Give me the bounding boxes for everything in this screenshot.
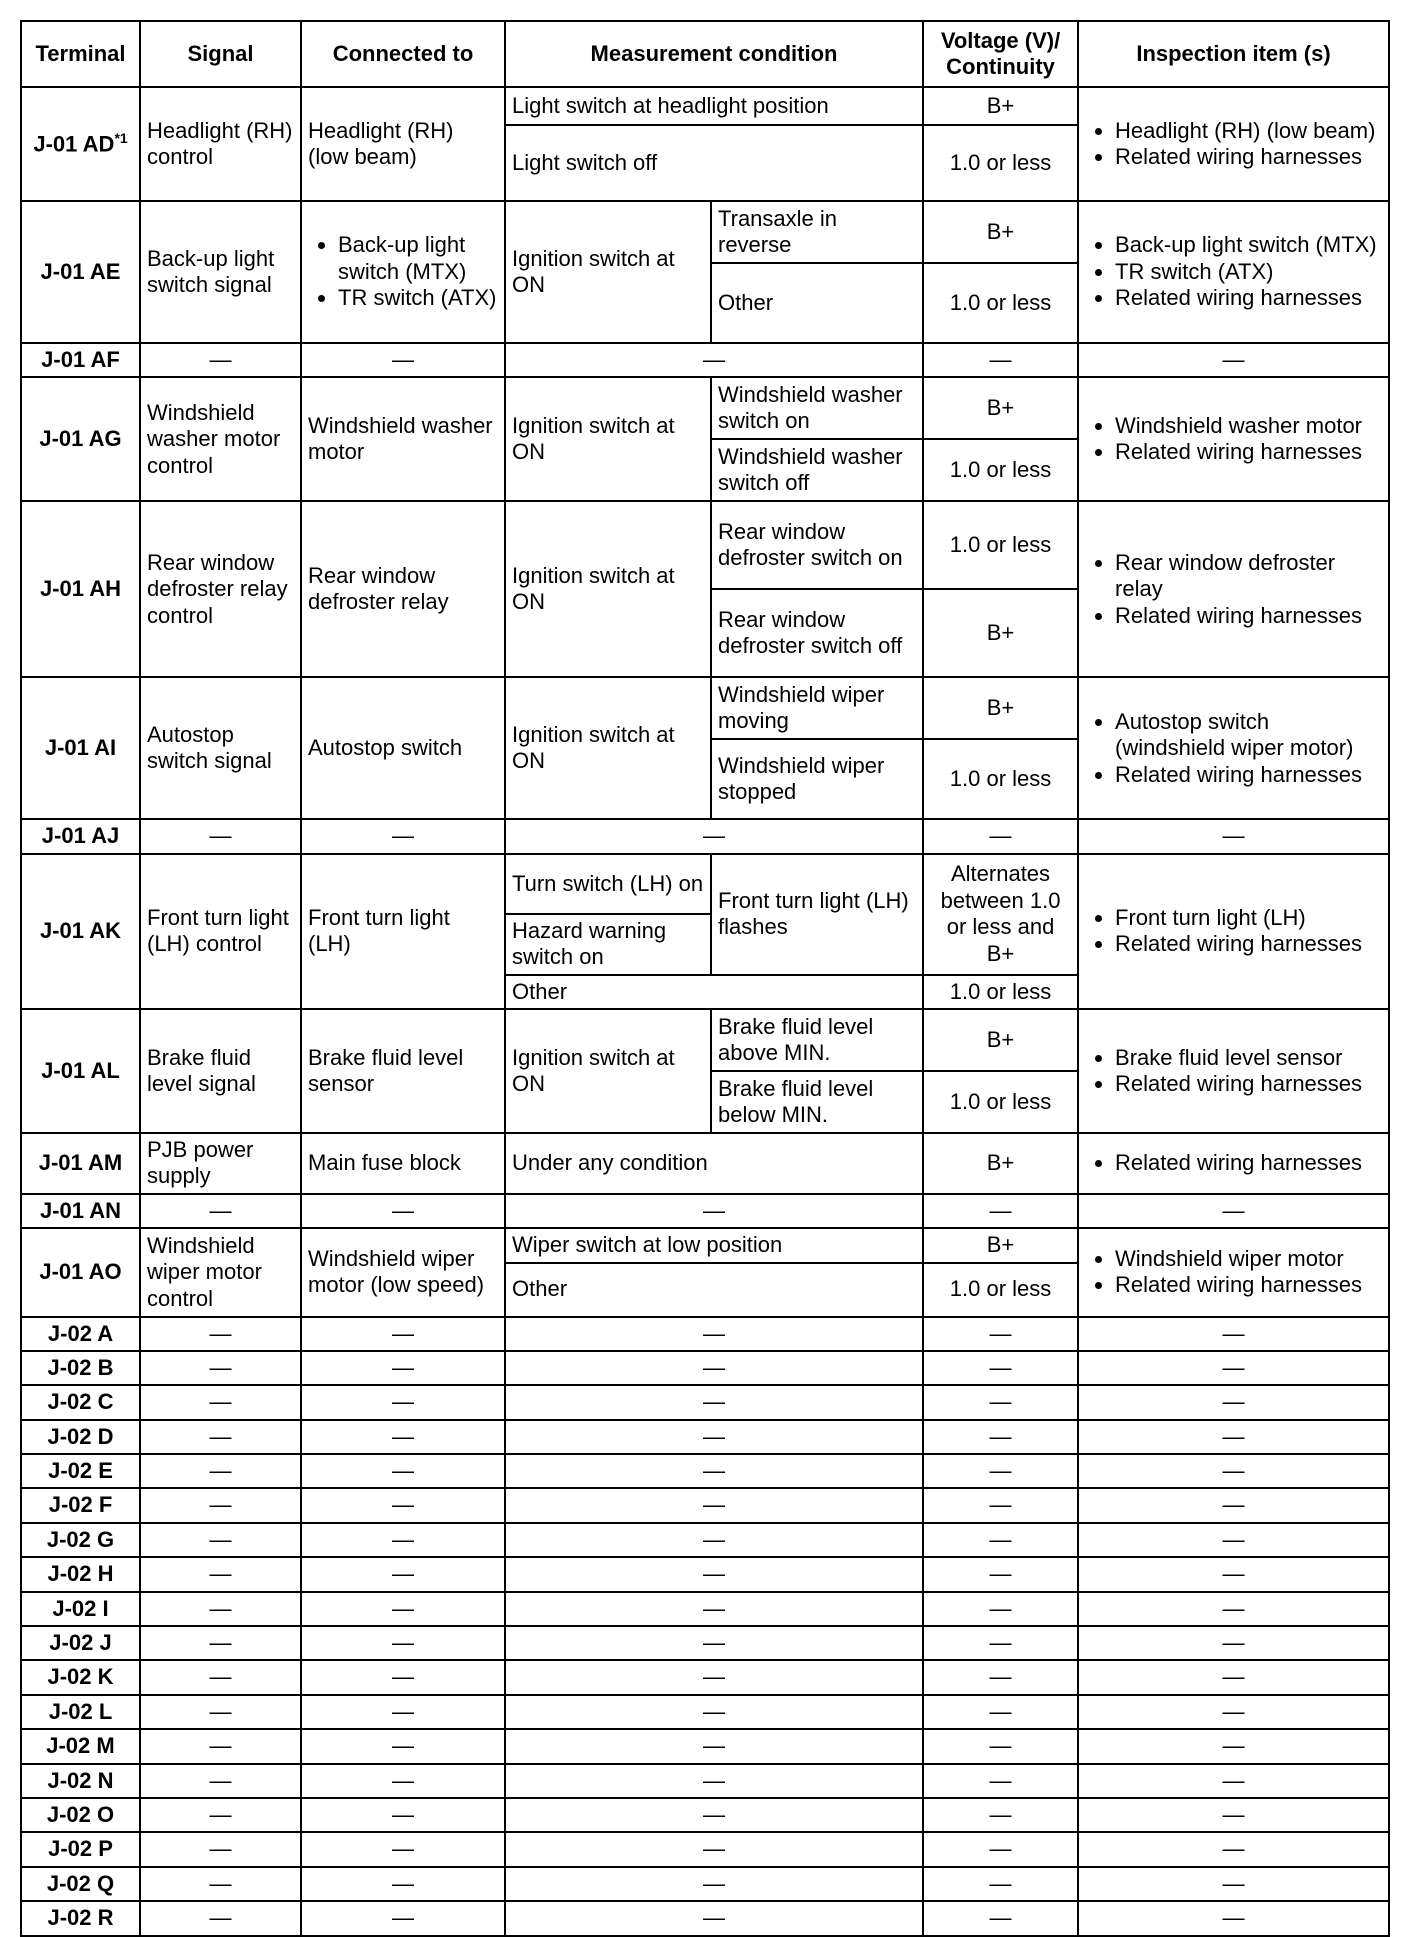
dash-cell: — [301, 819, 505, 853]
subcondition-cell: Brake fluid level below MIN. [711, 1071, 923, 1133]
terminal-cell: J-02 O [21, 1798, 140, 1832]
dash-cell: — [923, 1832, 1078, 1866]
inspection-cell [1078, 501, 1389, 677]
value-cell: B+ [923, 87, 1078, 125]
table-row [21, 1009, 1389, 1071]
dash-cell: — [505, 1488, 923, 1522]
dash-cell: — [923, 1729, 1078, 1763]
dash-cell: — [140, 1351, 301, 1385]
table-row [21, 377, 1389, 439]
connected-cell: Rear window defroster relay [301, 501, 505, 677]
table-row [21, 1523, 1389, 1557]
terminal-cell: J-01 AI [21, 677, 140, 819]
subcondition-cell: Front turn light (LH) flashes [711, 854, 923, 975]
inspection-item: • Related wiring harnesses [1115, 285, 1382, 311]
page [20, 20, 1390, 1937]
table-row [21, 1194, 1389, 1228]
terminal-cell: J-02 A [21, 1317, 140, 1351]
table-row [21, 1488, 1389, 1522]
value-cell: Alternates between 1.0 or less and B+ [923, 854, 1078, 975]
dash-cell: — [505, 819, 923, 853]
condition-cell: Other [505, 975, 923, 1009]
dash-cell: — [140, 1488, 301, 1522]
dash-cell: — [140, 1660, 301, 1694]
table-row [21, 87, 1389, 125]
condition-cell: Hazard warning switch on [505, 914, 711, 975]
terminal-cell: J-01 AL [21, 1009, 140, 1133]
condition-cell: Turn switch (LH) on [505, 854, 711, 914]
terminal-cell: J-01 AF [21, 343, 140, 377]
dash-cell: — [140, 1867, 301, 1901]
value-cell: 1.0 or less [923, 975, 1078, 1009]
terminal-cell: J-02 J [21, 1626, 140, 1660]
connected-item: • Back-up light switch (MTX) [338, 232, 498, 285]
dash-cell: — [1078, 1454, 1389, 1488]
connected-cell: Windshield washer motor [301, 377, 505, 501]
value-cell: 1.0 or less [923, 501, 1078, 589]
signal-cell: Headlight (RH) control [140, 87, 301, 201]
dash-cell: — [1078, 1351, 1389, 1385]
dash-cell: — [1078, 1523, 1389, 1557]
signal-cell: Windshield wiper motor control [140, 1228, 301, 1316]
terminal-cell: J-02 M [21, 1729, 140, 1763]
terminal-cell: J-02 B [21, 1351, 140, 1385]
dash-cell: — [923, 1626, 1078, 1660]
table-row [21, 677, 1389, 739]
dash-cell: — [301, 1798, 505, 1832]
dash-cell: — [301, 1901, 505, 1935]
condition-cell: Ignition switch at ON [505, 1009, 711, 1133]
dash-cell: — [301, 1488, 505, 1522]
table-row [21, 1901, 1389, 1935]
terminal-cell: J-02 C [21, 1385, 140, 1419]
terminal-cell: J-01 AE [21, 201, 140, 343]
terminal-cell: J-02 G [21, 1523, 140, 1557]
connected-cell [301, 201, 505, 343]
inspection-item: • Rear window defroster relay [1115, 550, 1382, 603]
dash-cell: — [923, 819, 1078, 853]
dash-cell: — [1078, 1488, 1389, 1522]
terminal-cell: J-01 AH [21, 501, 140, 677]
value-cell: 1.0 or less [923, 263, 1078, 343]
connected-cell: Headlight (RH) (low beam) [301, 87, 505, 201]
dash-cell: — [505, 343, 923, 377]
connected-cell: Autostop switch [301, 677, 505, 819]
table-row [21, 1729, 1389, 1763]
subcondition-cell: Rear window defroster switch off [711, 589, 923, 677]
dash-cell: — [301, 1832, 505, 1866]
header-signal: Signal [140, 21, 301, 87]
table-row [21, 1133, 1389, 1194]
inspection-item: • Windshield wiper motor [1115, 1246, 1382, 1272]
condition-cell: Wiper switch at low position [505, 1228, 923, 1262]
dash-cell: — [140, 1798, 301, 1832]
inspection-cell [1078, 377, 1389, 501]
dash-cell: — [140, 1454, 301, 1488]
table-row [21, 1832, 1389, 1866]
dash-cell: — [505, 1729, 923, 1763]
dash-cell: — [1078, 1660, 1389, 1694]
dash-cell: — [505, 1867, 923, 1901]
signal-cell: Rear window defroster relay control [140, 501, 301, 677]
value-cell: B+ [923, 677, 1078, 739]
condition-cell: Under any condition [505, 1133, 923, 1194]
inspection-item: • Autostop switch (windshield wiper motor) [1115, 709, 1382, 762]
subcondition-cell: Transaxle in reverse [711, 201, 923, 263]
dash-cell: — [505, 1454, 923, 1488]
inspection-cell [1078, 1009, 1389, 1133]
table-row [21, 854, 1389, 914]
inspection-item: • Related wiring harnesses [1115, 144, 1382, 170]
dash-cell: — [505, 1523, 923, 1557]
header-connected-to: Connected to [301, 21, 505, 87]
dash-cell: — [301, 1523, 505, 1557]
dash-cell: — [923, 1351, 1078, 1385]
subcondition-cell: Rear window defroster switch on [711, 501, 923, 589]
inspection-item: • Related wiring harnesses [1115, 762, 1382, 788]
value-cell: B+ [923, 1228, 1078, 1262]
dash-cell: — [301, 1626, 505, 1660]
value-cell: B+ [923, 377, 1078, 439]
dash-cell: — [140, 343, 301, 377]
header-voltage: Voltage (V)/ Continuity [923, 21, 1078, 87]
terminal-cell: J-02 K [21, 1660, 140, 1694]
dash-cell: — [301, 1764, 505, 1798]
dash-cell: — [1078, 1420, 1389, 1454]
table-row [21, 1592, 1389, 1626]
connected-cell: Brake fluid level sensor [301, 1009, 505, 1133]
dash-cell: — [301, 1454, 505, 1488]
dash-cell: — [923, 1523, 1078, 1557]
table-row [21, 1420, 1389, 1454]
condition-cell: Light switch at headlight position [505, 87, 923, 125]
dash-cell: — [1078, 1385, 1389, 1419]
value-cell: 1.0 or less [923, 739, 1078, 819]
condition-cell: Ignition switch at ON [505, 201, 711, 343]
dash-cell: — [505, 1385, 923, 1419]
inspection-cell [1078, 854, 1389, 1009]
table-row [21, 1351, 1389, 1385]
inspection-table [20, 20, 1390, 1937]
terminal-cell: J-01 AK [21, 854, 140, 1009]
inspection-item: • Related wiring harnesses [1115, 931, 1382, 957]
dash-cell: — [301, 1420, 505, 1454]
dash-cell: — [140, 1832, 301, 1866]
inspection-item: • Back-up light switch (MTX) [1115, 232, 1382, 258]
dash-cell: — [140, 1385, 301, 1419]
signal-cell: Brake fluid level signal [140, 1009, 301, 1133]
inspection-cell [1078, 677, 1389, 819]
dash-cell: — [1078, 1901, 1389, 1935]
value-cell: B+ [923, 589, 1078, 677]
dash-cell: — [301, 1194, 505, 1228]
dash-cell: — [505, 1592, 923, 1626]
terminal-cell: J-02 H [21, 1557, 140, 1591]
inspection-item: • Related wiring harnesses [1115, 1150, 1382, 1176]
table-row [21, 343, 1389, 377]
table-row [21, 1660, 1389, 1694]
dash-cell: — [140, 1317, 301, 1351]
inspection-cell [1078, 1228, 1389, 1316]
signal-cell: Autostop switch signal [140, 677, 301, 819]
subcondition-cell: Brake fluid level above MIN. [711, 1009, 923, 1071]
terminal-cell: J-02 R [21, 1901, 140, 1935]
dash-cell: — [140, 1729, 301, 1763]
terminal-cell: J-02 L [21, 1695, 140, 1729]
dash-cell: — [923, 1317, 1078, 1351]
dash-cell: — [505, 1660, 923, 1694]
table-row [21, 1695, 1389, 1729]
terminal-cell: J-02 D [21, 1420, 140, 1454]
header-terminal: Terminal [21, 21, 140, 87]
dash-cell: — [1078, 1194, 1389, 1228]
dash-cell: — [140, 1901, 301, 1935]
dash-cell: — [301, 1592, 505, 1626]
table-row [21, 1385, 1389, 1419]
value-cell: 1.0 or less [923, 125, 1078, 201]
table-row [21, 1764, 1389, 1798]
table-row [21, 1454, 1389, 1488]
header-inspection: Inspection item (s) [1078, 21, 1389, 87]
table-row [21, 501, 1389, 589]
table-row [21, 1228, 1389, 1262]
value-cell: 1.0 or less [923, 1071, 1078, 1133]
connected-cell: Main fuse block [301, 1133, 505, 1194]
subcondition-cell: Windshield washer switch on [711, 377, 923, 439]
dash-cell: — [1078, 1764, 1389, 1798]
dash-cell: — [923, 1557, 1078, 1591]
dash-cell: — [1078, 1867, 1389, 1901]
dash-cell: — [140, 1592, 301, 1626]
dash-cell: — [505, 1832, 923, 1866]
connected-item: • TR switch (ATX) [338, 285, 498, 311]
terminal-cell: J-01 AG [21, 377, 140, 501]
inspection-item: • Related wiring harnesses [1115, 439, 1382, 465]
terminal-label: J-01 AD [33, 131, 115, 157]
dash-cell: — [301, 1660, 505, 1694]
dash-cell: — [1078, 819, 1389, 853]
dash-cell: — [923, 1454, 1078, 1488]
terminal-cell: J-01 AM [21, 1133, 140, 1194]
dash-cell: — [1078, 1695, 1389, 1729]
dash-cell: — [1078, 1317, 1389, 1351]
terminal-cell: J-01 AJ [21, 819, 140, 853]
condition-cell: Other [505, 1263, 923, 1317]
dash-cell: — [505, 1764, 923, 1798]
dash-cell: — [505, 1626, 923, 1660]
dash-cell: — [505, 1317, 923, 1351]
dash-cell: — [923, 1385, 1078, 1419]
table-row [21, 1557, 1389, 1591]
dash-cell: — [923, 1592, 1078, 1626]
inspection-item: • Front turn light (LH) [1115, 905, 1382, 931]
dash-cell: — [301, 1351, 505, 1385]
dash-cell: — [301, 1557, 505, 1591]
terminal-cell: J-02 P [21, 1832, 140, 1866]
inspection-cell [1078, 1133, 1389, 1194]
table-row [21, 1867, 1389, 1901]
condition-cell: Ignition switch at ON [505, 501, 711, 677]
dash-cell: — [923, 1660, 1078, 1694]
dash-cell: — [923, 343, 1078, 377]
signal-cell: PJB power supply [140, 1133, 301, 1194]
inspection-item: • Headlight (RH) (low beam) [1115, 118, 1382, 144]
value-cell: B+ [923, 1009, 1078, 1071]
table-row [21, 1626, 1389, 1660]
table-row [21, 1317, 1389, 1351]
dash-cell: — [505, 1901, 923, 1935]
terminal-cell: J-01 AO [21, 1228, 140, 1316]
dash-cell: — [923, 1798, 1078, 1832]
dash-cell: — [1078, 1729, 1389, 1763]
terminal-cell: J-01 AN [21, 1194, 140, 1228]
inspection-item: • Related wiring harnesses [1115, 603, 1382, 629]
value-cell: B+ [923, 1133, 1078, 1194]
signal-cell: Back-up light switch signal [140, 201, 301, 343]
dash-cell: — [140, 1523, 301, 1557]
dash-cell: — [1078, 1832, 1389, 1866]
condition-cell: Light switch off [505, 125, 923, 201]
value-cell: 1.0 or less [923, 1263, 1078, 1317]
terminal-cell: J-02 I [21, 1592, 140, 1626]
inspection-item: • Brake fluid level sensor [1115, 1045, 1382, 1071]
terminal-cell: J-02 E [21, 1454, 140, 1488]
dash-cell: — [301, 1867, 505, 1901]
dash-cell: — [140, 819, 301, 853]
dash-cell: — [140, 1626, 301, 1660]
dash-cell: — [301, 1317, 505, 1351]
subcondition-cell: Other [711, 263, 923, 343]
connected-cell: Windshield wiper motor (low speed) [301, 1228, 505, 1316]
dash-cell: — [301, 1729, 505, 1763]
inspection-cell [1078, 87, 1389, 201]
terminal-cell: J-02 Q [21, 1867, 140, 1901]
dash-cell: — [923, 1867, 1078, 1901]
dash-cell: — [140, 1764, 301, 1798]
terminal-cell: J-02 N [21, 1764, 140, 1798]
dash-cell: — [505, 1695, 923, 1729]
signal-cell: Front turn light (LH) control [140, 854, 301, 1009]
dash-cell: — [1078, 1592, 1389, 1626]
footnote-mark: *1 [114, 130, 128, 147]
dash-cell: — [923, 1420, 1078, 1454]
dash-cell: — [505, 1194, 923, 1228]
dash-cell: — [1078, 343, 1389, 377]
dash-cell: — [140, 1420, 301, 1454]
terminal-cell: J-02 F [21, 1488, 140, 1522]
dash-cell: — [1078, 1798, 1389, 1832]
dash-cell: — [923, 1901, 1078, 1935]
terminal-cell [21, 87, 140, 201]
dash-cell: — [140, 1194, 301, 1228]
inspection-item: • TR switch (ATX) [1115, 259, 1382, 285]
dash-cell: — [140, 1695, 301, 1729]
dash-cell: — [301, 1385, 505, 1419]
header-measurement-condition: Measurement condition [505, 21, 923, 87]
table-row [21, 201, 1389, 263]
connected-cell: Front turn light (LH) [301, 854, 505, 1009]
table-row [21, 819, 1389, 853]
dash-cell: — [923, 1764, 1078, 1798]
inspection-item: • Related wiring harnesses [1115, 1071, 1382, 1097]
dash-cell: — [505, 1798, 923, 1832]
dash-cell: — [301, 1695, 505, 1729]
signal-cell: Windshield washer motor control [140, 377, 301, 501]
dash-cell: — [923, 1695, 1078, 1729]
inspection-cell [1078, 201, 1389, 343]
dash-cell: — [301, 343, 505, 377]
subcondition-cell: Windshield washer switch off [711, 439, 923, 501]
dash-cell: — [505, 1420, 923, 1454]
dash-cell: — [923, 1194, 1078, 1228]
dash-cell: — [923, 1488, 1078, 1522]
condition-cell: Ignition switch at ON [505, 677, 711, 819]
header-row [21, 21, 1389, 87]
value-cell: B+ [923, 201, 1078, 263]
dash-cell: — [505, 1351, 923, 1385]
condition-cell: Ignition switch at ON [505, 377, 711, 501]
dash-cell: — [1078, 1557, 1389, 1591]
dash-cell: — [140, 1557, 301, 1591]
subcondition-cell: Windshield wiper stopped [711, 739, 923, 819]
inspection-item: • Windshield washer motor [1115, 413, 1382, 439]
subcondition-cell: Windshield wiper moving [711, 677, 923, 739]
table-row [21, 1798, 1389, 1832]
dash-cell: — [505, 1557, 923, 1591]
inspection-item: • Related wiring harnesses [1115, 1272, 1382, 1298]
value-cell: 1.0 or less [923, 439, 1078, 501]
dash-cell: — [1078, 1626, 1389, 1660]
